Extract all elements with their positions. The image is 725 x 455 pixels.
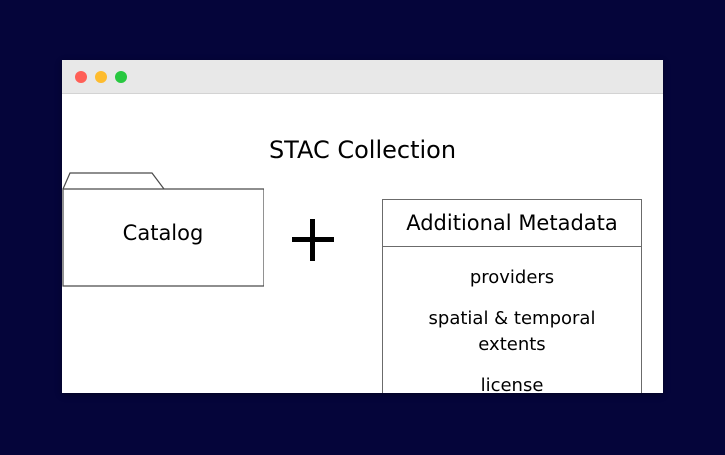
catalog-folder-shape [62,165,264,287]
additional-metadata-header: Additional Metadata [383,200,641,247]
diagram-canvas [62,94,663,393]
list-item: license [480,375,544,393]
minimize-window-button[interactable] [95,71,107,83]
folder-label: Catalog [122,221,204,245]
close-window-button[interactable] [75,71,87,83]
list-item: spatial & temporal extents [428,308,596,356]
window-titlebar [62,60,663,94]
diagram-title: STAC Collection [268,136,457,164]
list-item: providers [469,267,555,288]
plus-operator-icon [292,219,334,261]
app-window [62,60,663,393]
maximize-window-button[interactable] [115,71,127,83]
additional-metadata-box [382,199,642,393]
additional-metadata-list [383,247,641,393]
plus-vertical-bar [310,219,315,261]
